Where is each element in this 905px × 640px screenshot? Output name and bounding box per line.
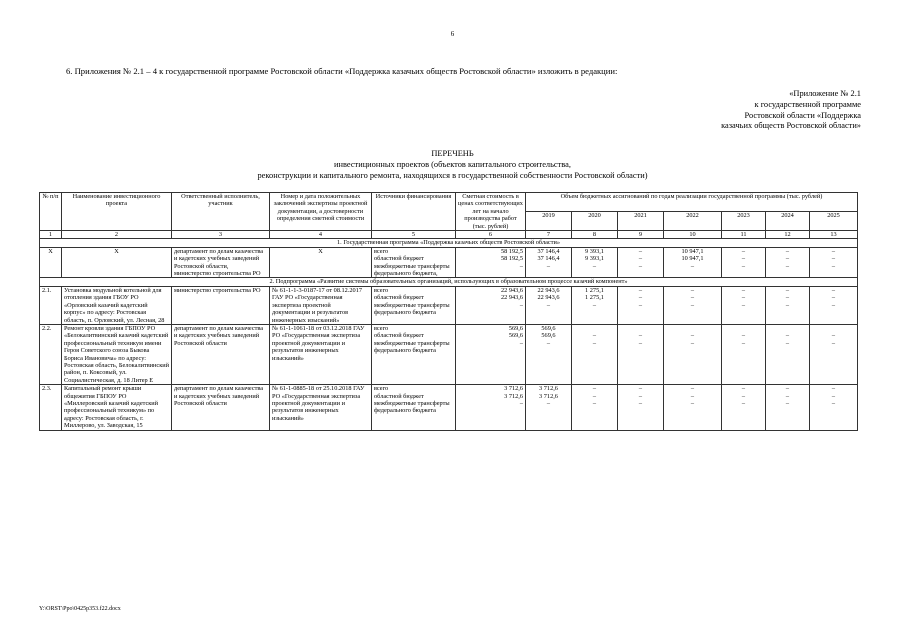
row-number: 2.2. (40, 324, 62, 384)
value-line: – (831, 286, 836, 294)
value-cell (664, 324, 722, 384)
col-header-no: № п/п (40, 193, 62, 231)
col-header-year: 2024 (766, 212, 810, 231)
value-cell (618, 324, 664, 384)
col-header-year: 2019 (526, 212, 572, 231)
row-number: X (40, 247, 62, 278)
value-line: – (785, 385, 790, 393)
intro-paragraph: 6. Приложения № 2.1 – 4 к государственной программе Ростовской области «Поддержка казачьих обществ Ростовской области» изложить в редакции: (66, 66, 618, 76)
col-header-year: 2022 (664, 212, 722, 231)
value-line: – (592, 399, 597, 407)
value-line (574, 325, 615, 332)
value-line: – (690, 294, 695, 302)
value-cell (810, 385, 858, 430)
column-number: 8 (572, 231, 618, 239)
value-line: – (741, 332, 746, 340)
expertise: № 61-1-0885-18 от 25.10.2018 ГАУ РО «Государственная экспертиза проектной документации и результатов инженерных изысканий» (270, 385, 372, 430)
source-line: всего (374, 286, 389, 294)
source-line: межбюджетные трансферты федерального бюджета (374, 301, 450, 317)
value-line: – (831, 392, 836, 400)
source-line: межбюджетные трансферты федерального бюджета (374, 399, 450, 415)
financing-sources (372, 385, 456, 430)
value-line: – (785, 301, 790, 309)
value-cell (766, 324, 810, 384)
col-header-expertise: Номер и дата положительных заключений экспертизы проектной документации, а достоверности определения сметной стоимости (270, 193, 372, 231)
value-line: – (546, 399, 551, 407)
value-line (768, 325, 807, 332)
table-row (40, 324, 858, 384)
column-number: 13 (810, 231, 858, 239)
value-cell (722, 286, 766, 324)
value-line: 3 712,6 (539, 392, 558, 400)
project-name: X (62, 247, 172, 278)
source-line: областной бюджет (374, 255, 424, 263)
title-line: ПЕРЕЧЕНЬ (431, 149, 474, 158)
column-number: 12 (766, 231, 810, 239)
section-heading: 2. Подпрограмма «Развитие системы образовательных организаций, использующих в образовательном процессе казачий компонент» (40, 278, 858, 286)
value-line: – (831, 255, 836, 263)
value-line: – (546, 262, 551, 270)
value-line: 10 947,1 (681, 247, 704, 255)
document-title (0, 148, 905, 181)
value-line: – (638, 247, 643, 255)
value-cell (456, 286, 526, 324)
value-line: – (546, 301, 551, 309)
value-line: – (592, 332, 597, 340)
value-line: – (690, 399, 695, 407)
value-line: 1 275,1 (585, 294, 604, 302)
value-line: – (519, 399, 523, 407)
value-line: – (519, 262, 523, 270)
financing-sources (372, 247, 456, 278)
column-number: 11 (722, 231, 766, 239)
value-line: – (785, 294, 790, 302)
value-line: – (592, 339, 597, 347)
value-line (666, 325, 719, 332)
page-number: 6 (450, 30, 455, 38)
executor: департамент по делам казачества и кадетских учебных заведений Ростовской области (172, 324, 270, 384)
value-line: – (638, 399, 643, 407)
section-heading-row (40, 278, 858, 286)
value-line: – (741, 286, 746, 294)
column-number: 2 (62, 231, 172, 239)
value-cell (722, 247, 766, 278)
value-line: 58 192,5 (500, 255, 523, 263)
financing-sources (372, 286, 456, 324)
value-line: – (831, 339, 836, 347)
value-line: – (592, 262, 597, 270)
value-line: – (638, 255, 643, 263)
value-cell (456, 385, 526, 430)
value-line: – (831, 247, 836, 255)
column-number: 4 (270, 231, 372, 239)
value-line: – (785, 262, 790, 270)
value-line: – (638, 286, 643, 294)
value-line: – (690, 286, 695, 294)
value-line: – (638, 385, 643, 393)
col-header-name: Наименование инвестиционного проекта (62, 193, 172, 231)
value-line: 9 393,1 (585, 247, 604, 255)
value-line: – (785, 255, 790, 263)
value-cell (572, 286, 618, 324)
value-cell (456, 247, 526, 278)
value-line: 3 712,6 (504, 392, 523, 400)
value-cell (618, 385, 664, 430)
project-name: Капитальный ремонт крыши общежития ГБПОУ РО «Миллеровский казачий кадетский профессиональный техникум» по адресу: Ростовская область, г. Миллерово, ул. Заводская, 15 (62, 385, 172, 430)
col-header-cost: Сметная стоимость в ценах соответствующих лет на начало производства работ (тыс. рублей) (456, 193, 526, 231)
value-cell (526, 286, 572, 324)
appendix-reference (721, 89, 861, 132)
value-line: – (592, 301, 597, 309)
value-line: – (785, 339, 790, 347)
value-line: – (831, 385, 836, 393)
column-number: 10 (664, 231, 722, 239)
source-line: всего (374, 385, 389, 393)
value-cell (810, 247, 858, 278)
value-line: – (741, 339, 746, 347)
value-line: – (785, 399, 790, 407)
section-heading-row (40, 239, 858, 247)
expertise: № 61-1-1-3-0187-17 от 08.12.2017 ГАУ РО «Государственная экспертиза проектной документации и результатов инженерных изысканий» (270, 286, 372, 324)
value-line: 1 275,1 (585, 286, 604, 294)
expertise: № 61-1-1061-18 от 03.12.2018 ГАУ РО «Государственная экспертиза проектной документации и результатов инженерных изысканий» (270, 324, 372, 384)
col-header-sources: Источники финансирования (372, 193, 456, 231)
projects-table (39, 192, 858, 431)
column-number: 5 (372, 231, 456, 239)
value-line: – (741, 385, 746, 393)
value-cell (526, 324, 572, 384)
value-line: 10 947,1 (681, 255, 704, 263)
value-line: – (690, 339, 695, 347)
expertise: X (270, 247, 372, 278)
value-line: 37 146,4 (537, 247, 560, 255)
value-line: – (741, 262, 746, 270)
column-number: 1 (40, 231, 62, 239)
column-number: 6 (456, 231, 526, 239)
column-number: 7 (526, 231, 572, 239)
value-line: – (785, 247, 790, 255)
file-path-footer: Y:\ORST\Ppo\0425p353.f22.docx (39, 606, 121, 612)
value-cell (664, 247, 722, 278)
executor: департамент по делам казачества и кадетских учебных заведений Ростовской области, министерство строительства РО (172, 247, 270, 278)
value-line (724, 325, 763, 332)
table-row (40, 247, 858, 278)
value-line: – (831, 332, 836, 340)
value-line: – (546, 339, 551, 347)
title-line: инвестиционных проектов (объектов капитального строительства, (334, 160, 571, 169)
project-name: Установка модульной котельной для отопления здания ГБОУ РО «Орловский казачий кадетский корпус» по адресу: Ростовская область, п. Орловский, ул. Лесная, 28 (62, 286, 172, 324)
value-line: – (785, 286, 790, 294)
value-line: – (831, 294, 836, 302)
executor: департамент по делам казачества и кадетских учебных заведений Ростовской области (172, 385, 270, 430)
value-line: – (785, 392, 790, 400)
value-line: – (638, 262, 643, 270)
source-line: всего (374, 247, 389, 255)
column-number-row (40, 231, 858, 239)
table-row (40, 286, 858, 324)
value-line: 3 712,6 (539, 385, 558, 393)
value-line: 37 146,4 (537, 255, 560, 263)
value-line: – (638, 332, 643, 340)
value-line: – (519, 339, 523, 347)
value-line: 569,6 (508, 324, 523, 332)
value-line: – (741, 294, 746, 302)
col-header-year: 2020 (572, 212, 618, 231)
table-row (40, 385, 858, 430)
value-line: – (741, 255, 746, 263)
value-cell (456, 324, 526, 384)
value-cell (766, 247, 810, 278)
value-line: 569,6 (541, 324, 556, 332)
value-line (620, 325, 661, 332)
project-name: Ремонт кровли здания ГБПОУ РО «Белокалитвинский казачий кадетский профессиональный техникум имени Героя Советского союза Быкова Бориса Ивановича» по адресу: Ростовская область, Белокалитвинский район, п. Коксовый, ул. Социалистическая, д. 18 Литер Е (62, 324, 172, 384)
value-line: 9 393,1 (585, 255, 604, 263)
value-cell (810, 286, 858, 324)
col-header-year: 2021 (618, 212, 664, 231)
value-cell (618, 247, 664, 278)
value-cell (810, 324, 858, 384)
appendix-line: Ростовской области «Поддержка (744, 110, 861, 120)
value-line: – (741, 392, 746, 400)
value-line: 3 712,6 (504, 385, 523, 393)
value-cell (618, 286, 664, 324)
executor: министерство строительства РО (172, 286, 270, 324)
value-line: – (690, 301, 695, 309)
value-line: – (638, 294, 643, 302)
appendix-line: «Приложение № 2.1 (789, 89, 861, 98)
row-number: 2.1. (40, 286, 62, 324)
value-line: – (831, 301, 836, 309)
financing-sources (372, 324, 456, 384)
value-cell (722, 385, 766, 430)
title-line: реконструкции и капитального ремонта, находящихся в государственной собственности Ростовской области) (257, 171, 648, 180)
value-cell (766, 286, 810, 324)
value-line: – (831, 399, 836, 407)
value-line: – (741, 301, 746, 309)
source-line: областной бюджет (374, 332, 424, 340)
value-line: – (785, 332, 790, 340)
value-cell (664, 286, 722, 324)
value-line: 569,6 (508, 332, 523, 340)
value-line: 569,6 (541, 332, 556, 340)
value-cell (572, 385, 618, 430)
col-header-executor: Ответственный исполнитель, участник (172, 193, 270, 231)
value-cell (664, 385, 722, 430)
appendix-line: к государственной программе (754, 99, 861, 109)
value-line: – (519, 301, 523, 309)
value-line: 22 943,6 (537, 286, 560, 294)
value-cell (722, 324, 766, 384)
value-line: 22 943,6 (537, 294, 560, 302)
value-line: 22 943,6 (500, 286, 523, 294)
value-line: – (690, 262, 695, 270)
source-line: областной бюджет (374, 294, 424, 302)
row-number: 2.3. (40, 385, 62, 430)
value-line: 58 192,5 (500, 247, 523, 255)
value-line: – (690, 385, 695, 393)
value-line: – (741, 247, 746, 255)
value-cell (526, 247, 572, 278)
value-cell (766, 385, 810, 430)
value-line: – (741, 399, 746, 407)
header-row (40, 193, 858, 212)
value-line: – (638, 392, 643, 400)
source-line: всего (374, 324, 389, 332)
appendix-line: казачьих обществ Ростовской области» (721, 121, 861, 131)
section-heading: 1. Государственная программа «Поддержка казачьих обществ Ростовской области» (40, 239, 858, 247)
source-line: межбюджетные трансферты федерального бюджета (374, 339, 450, 355)
value-line: – (638, 301, 643, 309)
value-line (812, 325, 855, 332)
value-cell (526, 385, 572, 430)
column-number: 9 (618, 231, 664, 239)
value-line: 22 943,6 (500, 294, 523, 302)
source-line: межбюджетные трансферты федерального бюджета, (374, 262, 450, 278)
value-line: – (690, 392, 695, 400)
value-cell (572, 324, 618, 384)
value-line: – (592, 385, 597, 393)
value-line: – (592, 392, 597, 400)
source-line: областной бюджет (374, 392, 424, 400)
value-line: – (638, 339, 643, 347)
column-number: 3 (172, 231, 270, 239)
col-header-year: 2025 (810, 212, 858, 231)
value-line: – (831, 262, 836, 270)
col-header-year: 2023 (722, 212, 766, 231)
value-cell (572, 247, 618, 278)
col-header-budget: Объем бюджетных ассигнований по годам реализации государственной программы (тыс. рублей) (526, 193, 858, 212)
value-line: – (690, 332, 695, 340)
